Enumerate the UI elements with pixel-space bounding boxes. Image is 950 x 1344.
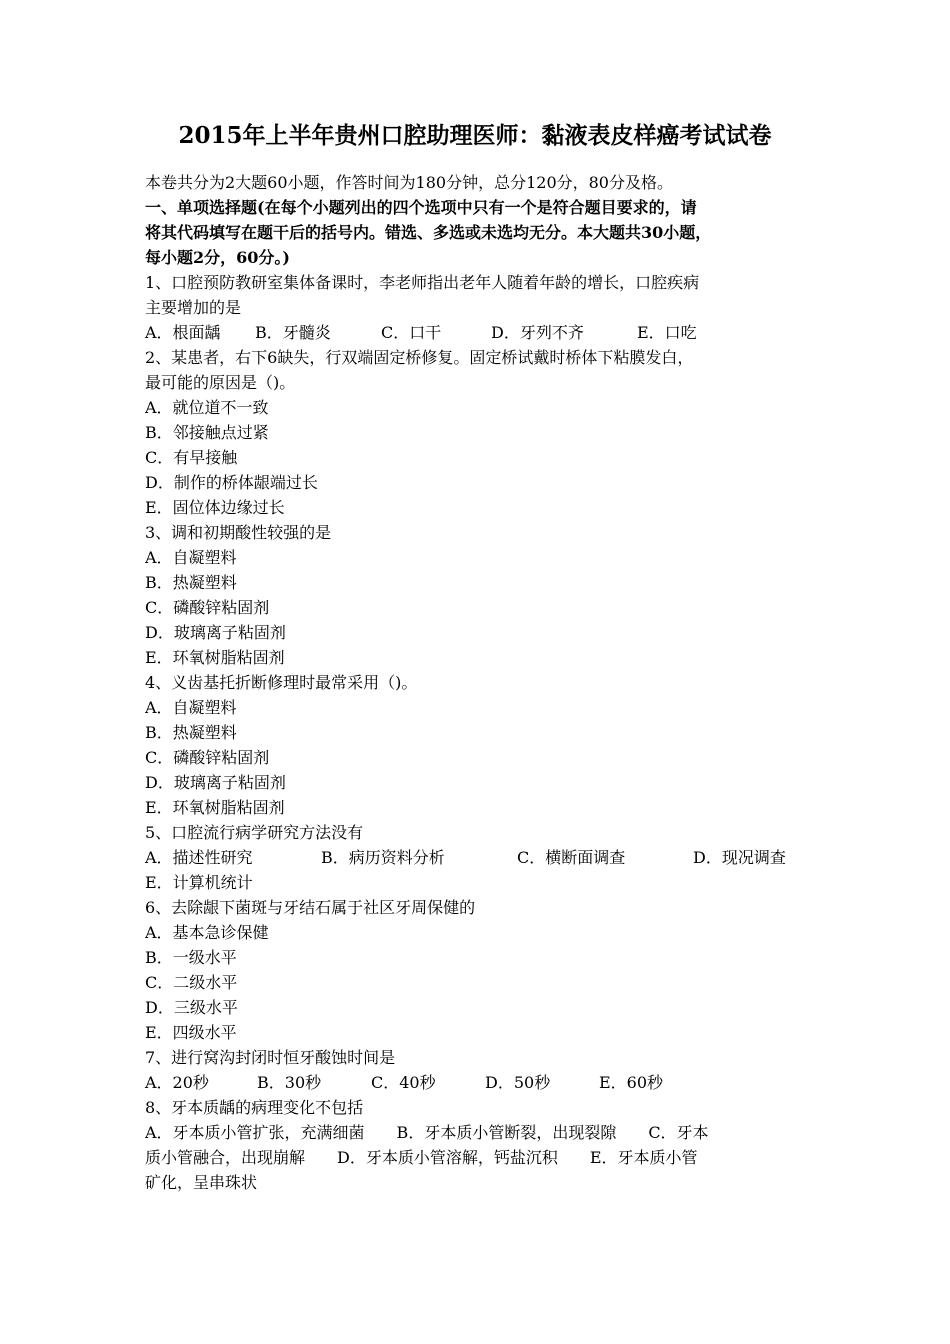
option: A．就位道不一致 <box>145 398 269 417</box>
option: C．二级水平 <box>145 973 238 992</box>
option: C．有早接触 <box>145 448 238 467</box>
option: A．自凝塑料 <box>145 548 237 567</box>
option: D．玻璃离子粘固剂 <box>145 623 286 642</box>
option: B．一级水平 <box>145 948 237 967</box>
option: E．环氧树脂粘固剂 <box>145 648 285 667</box>
question-stem: 6、去除龈下菌斑与牙结石属于社区牙周保健的 <box>145 898 476 917</box>
option-line: 矿化，呈串珠状 <box>145 1173 258 1192</box>
option: D．牙列不齐 <box>491 323 584 342</box>
option: C．口干 <box>381 323 442 342</box>
option: E．口吃 <box>637 323 697 342</box>
question-stem: 3、调和初期酸性较强的是 <box>145 523 332 542</box>
option: C．磷酸锌粘固剂 <box>145 598 270 617</box>
section-heading-line: 每小题2分，60分。) <box>145 248 290 267</box>
option: E．60秒 <box>599 1073 664 1092</box>
option: D．玻璃离子粘固剂 <box>145 773 286 792</box>
option: A．基本急诊保健 <box>145 923 269 942</box>
exam-intro: 本卷共分为2大题60小题，作答时间为180分钟，总分120分，80分及格。 <box>145 173 673 192</box>
option-row <box>145 320 810 345</box>
option: E．环氧树脂粘固剂 <box>145 798 285 817</box>
option: A．20秒 <box>145 1073 209 1092</box>
option: D．三级水平 <box>145 998 238 1017</box>
option: B．牙髓炎 <box>255 323 331 342</box>
option: D．50秒 <box>485 1073 551 1092</box>
question-stem: 7、进行窝沟封闭时恒牙酸蚀时间是 <box>145 1048 396 1067</box>
question-stem: 2、某患者，右下6缺失，行双端固定桥修复。固定桥试戴时桥体下粘膜发白， <box>145 348 694 367</box>
section-heading-line: 将其代码填写在题干后的括号内。错选、多选或未选均无分。本大题共30小题， <box>145 223 712 242</box>
option-line: A．牙本质小管扩张，充满细菌 B．牙本质小管断裂，出现裂隙 C．牙本 <box>145 1123 709 1142</box>
option: B．30秒 <box>257 1073 322 1092</box>
question-stem: 8、牙本质龋的病理变化不包括 <box>145 1098 364 1117</box>
option: B．热凝塑料 <box>145 573 237 592</box>
option: B．邻接触点过紧 <box>145 423 269 442</box>
option: D．制作的桥体龈端过长 <box>145 473 318 492</box>
page-title: 2015年上半年贵州口腔助理医师：黏液表皮样癌考试试卷 <box>178 122 772 149</box>
question-stem: 1、口腔预防教研室集体备课时，李老师指出老年人随着年龄的增长，口腔疾病 <box>145 273 700 292</box>
option: E．计算机统计 <box>145 873 253 892</box>
option: A．根面龋 <box>145 323 221 342</box>
option: C．40秒 <box>371 1073 436 1092</box>
option: C．磷酸锌粘固剂 <box>145 748 270 767</box>
option: A．描述性研究 <box>145 848 253 867</box>
question-stem: 5、口腔流行病学研究方法没有 <box>145 823 364 842</box>
question-stem: 最可能的原因是（)。 <box>145 373 296 392</box>
option: C．横断面调查 <box>517 848 626 867</box>
question-stem: 主要增加的是 <box>145 298 242 317</box>
option-line: 质小管融合，出现崩解 D．牙本质小管溶解，钙盐沉积 E．牙本质小管 <box>145 1148 698 1167</box>
option: E．四级水平 <box>145 1023 237 1042</box>
section-heading-line: 一、单项选择题(在每个小题列出的四个选项中只有一个是符合题目要求的，请 <box>145 198 697 217</box>
document-body <box>145 170 810 1195</box>
option-row <box>145 845 810 870</box>
question-stem: 4、义齿基托折断修理时最常采用（)。 <box>145 673 418 692</box>
option: B．病历资料分析 <box>321 848 445 867</box>
option: D．现况调查 <box>693 848 786 867</box>
option: B．热凝塑料 <box>145 723 237 742</box>
option: A．自凝塑料 <box>145 698 237 717</box>
option-row <box>145 1070 810 1095</box>
option: E．固位体边缘过长 <box>145 498 285 517</box>
